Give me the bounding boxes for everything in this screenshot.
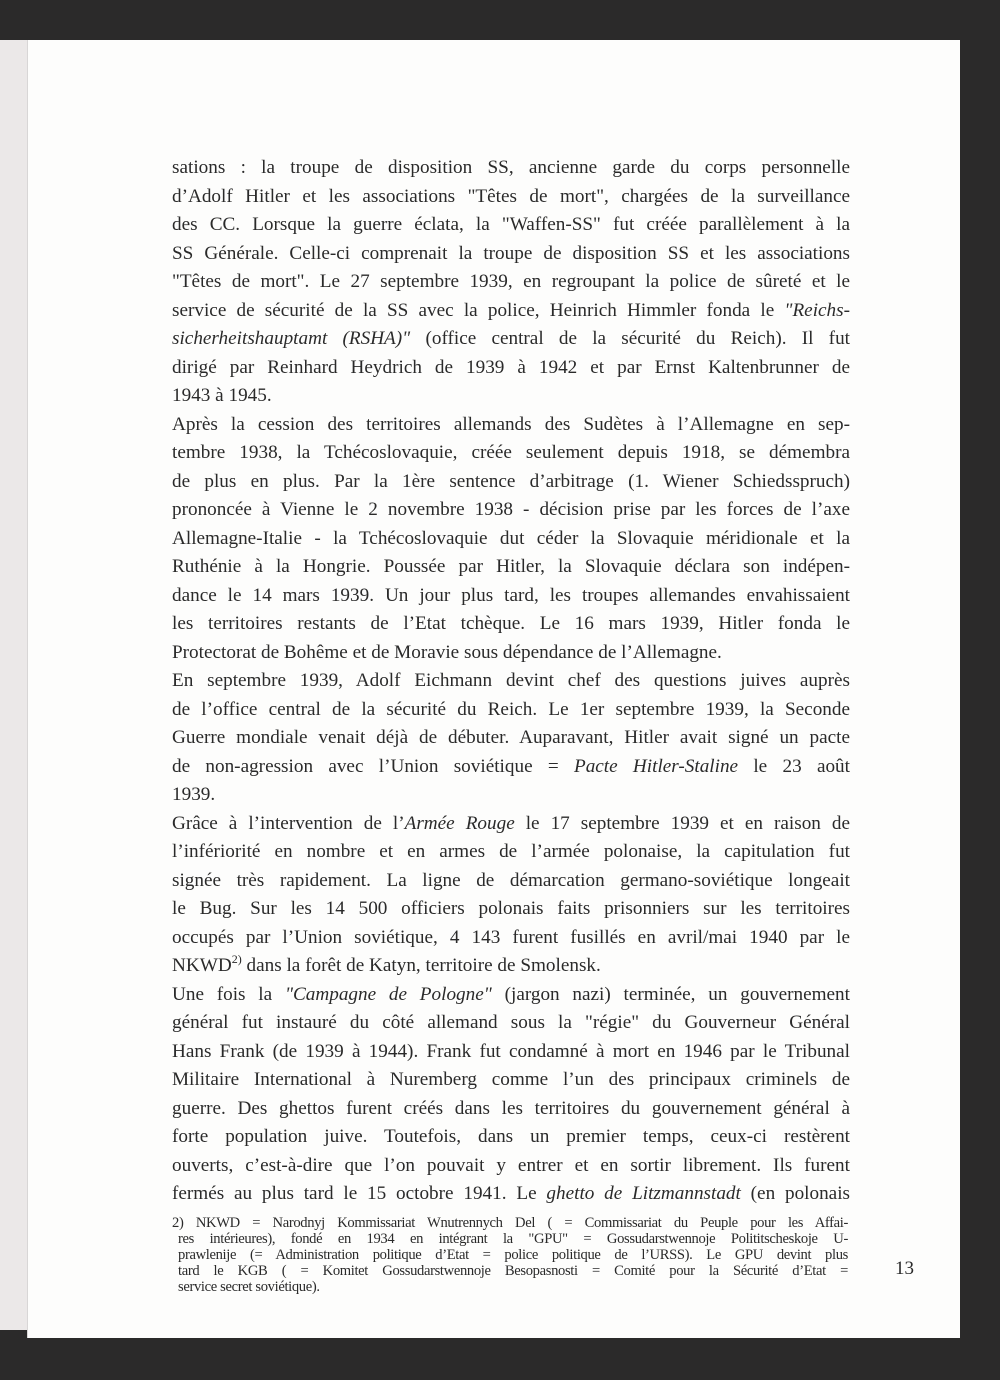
- italic-text: Armée Rouge: [404, 812, 515, 834]
- text-segment: En septembre 1939, Adolf Eichmann devint chef des questions juives auprès: [172, 670, 850, 691]
- text-segment: Allemagne-Italie - la Tchécoslovaquie dut céder la Slovaquie méridionale et la: [172, 527, 850, 549]
- text-line: [172, 1066, 850, 1095]
- footnote-line: tard le KGB ( = Komitet Gossudarstwennoje Besopasnosti = Comité pour la Sécurité d’Etat =: [178, 1263, 848, 1279]
- text-segment: fermés au plus tard le 15 octobre 1941. Le: [172, 1183, 547, 1204]
- text-segment: ouverts, c’est-à-dire que l’on pouvait y entrer et en sortir librement. Ils furent: [172, 1154, 850, 1176]
- body-text: [172, 154, 850, 1209]
- text-segment: service de sécurité de la SS avec la police, Heinrich Himmler fonda le: [172, 299, 785, 321]
- paragraph: [172, 667, 850, 810]
- text-line: [172, 1038, 850, 1067]
- text-segment: de l’office central de la sécurité du Reich. Le 1er septembre 1939, la Seconde: [172, 698, 850, 720]
- italic-text: "Campagne de Pologne": [284, 983, 492, 1005]
- text-segment: le 23 août: [738, 755, 850, 777]
- text-line: [172, 297, 850, 326]
- text-segment: des CC. Lorsque la guerre éclata, la "Waffen-SS" fut créée parallèlement à la: [172, 214, 850, 235]
- footnote-line: service secret soviétique).: [178, 1279, 320, 1295]
- paragraph: [172, 411, 850, 668]
- facing-page-edge: [0, 40, 27, 1330]
- text-line: [172, 354, 850, 383]
- text-line: [172, 439, 850, 468]
- text-segment: dance le 14 mars 1939. Un jour plus tard, les troupes allemandes envahissaient: [172, 584, 850, 606]
- footnote-line: 2) NKWD = Narodnyj Kommissariat Wnutrennych Del ( = Commissariat du Peuple pour les Affai-: [172, 1215, 848, 1231]
- text-line: [172, 753, 850, 782]
- text-segment: Grâce à l’intervention de l’: [172, 812, 405, 834]
- page-number: 13: [895, 1258, 914, 1279]
- text-line: [172, 610, 850, 639]
- text-line: [172, 781, 850, 810]
- text-line: [172, 553, 850, 582]
- text-line: [172, 154, 850, 183]
- text-line: [172, 468, 850, 497]
- text-line: [172, 1095, 850, 1124]
- text-segment: SS Générale. Celle-ci comprenait la troupe de disposition SS et les associations: [172, 242, 850, 264]
- text-line: [172, 724, 850, 753]
- footnote-line: res intérieures), fondé en 1934 en intégrant la "GPU" = Gossudarstwennoje Polititscheskoje U-: [178, 1231, 848, 1247]
- text-segment: Militaire International à Nuremberg comme l’un des principaux criminels de: [172, 1069, 850, 1090]
- text-line: [172, 496, 850, 525]
- text-line: [172, 525, 850, 554]
- text-segment: l’infériorité en nombre et en armes de l’armée polonaise, la capitulation fut: [172, 841, 850, 862]
- text-segment: dans la forêt de Katyn, territoire de Smolensk.: [241, 955, 601, 976]
- text-segment: Ruthénie à la Hongrie. Poussée par Hitler, la Slovaquie déclara son indépen-: [172, 556, 850, 577]
- text-segment: de plus en plus. Par la 1ère sentence d’arbitrage (1. Wiener Schiedsspruch): [172, 470, 850, 492]
- text-segment: forte population juive. Toutefois, dans un premier temps, ceux-ci restèrent: [172, 1126, 850, 1147]
- text-line: [172, 924, 850, 953]
- italic-text: Pacte Hitler-Staline: [573, 755, 739, 777]
- text-line: [172, 952, 850, 981]
- text-segment: de non-agression avec l’Union soviétique =: [172, 755, 574, 777]
- text-segment: dirigé par Reinhard Heydrich de 1939 à 1942 et par Ernst Kaltenbrunner de: [172, 356, 850, 378]
- text-line: [172, 240, 850, 269]
- text-line: [172, 1180, 850, 1209]
- text-segment: occupés par l’Union soviétique, 4 143 furent fusillés en avril/mai 1940 par le: [172, 926, 850, 948]
- text-line: [172, 639, 850, 668]
- footnote-reference: 2): [231, 952, 242, 966]
- text-line: [172, 1009, 850, 1038]
- text-segment: (office central de la sécurité du Reich). Il fut: [410, 328, 851, 349]
- text-line: [172, 810, 850, 839]
- italic-text: ghetto de Litzmannstadt: [546, 1183, 741, 1204]
- text-segment: général fut instauré du côté allemand sous la "régie" du Gouverneur Général: [172, 1012, 850, 1033]
- text-segment: Après la cession des territoires allemands des Sudètes à l’Allemagne en sep-: [172, 413, 850, 435]
- text-segment: les territoires restants de l’Etat tchèque. Le 16 mars 1939, Hitler fonda le: [172, 613, 850, 634]
- text-segment: Une fois la: [172, 983, 285, 1005]
- footnote-line: prawlenije (= Administration politique d’Etat = police politique de l’URSS). Le GPU devint plus: [178, 1247, 848, 1263]
- text-line: [172, 867, 850, 896]
- text-segment: "Têtes de mort". Le 27 septembre 1939, en regroupant la police de sûreté et le: [172, 271, 850, 292]
- text-line: [172, 211, 850, 240]
- text-segment: (en polonais: [740, 1183, 850, 1204]
- text-segment: guerre. Des ghettos furent créés dans les territoires du gouvernement général à: [172, 1097, 850, 1119]
- text-line: [172, 411, 850, 440]
- text-line: [172, 1152, 850, 1181]
- text-segment: signée très rapidement. La ligne de démarcation germano-soviétique longeait: [172, 869, 850, 891]
- paragraph: [172, 154, 850, 411]
- paragraph: [172, 981, 850, 1209]
- text-line: [172, 325, 850, 354]
- text-line: [172, 838, 850, 867]
- text-line: [172, 183, 850, 212]
- italic-text: sicherheitshauptamt (RSHA)": [172, 328, 411, 349]
- text-segment: le 17 septembre 1939 et en raison de: [514, 812, 850, 834]
- text-line: [172, 382, 850, 411]
- text-segment: Guerre mondiale venait déjà de débuter. Auparavant, Hitler avait signé un pacte: [172, 727, 850, 748]
- text-segment: 1943 à 1945.: [172, 385, 272, 406]
- italic-text: "Reichs-: [784, 299, 850, 321]
- text-segment: sations : la troupe de disposition SS, ancienne garde du corps personnelle: [172, 157, 850, 178]
- text-line: [172, 696, 850, 725]
- text-segment: tembre 1938, la Tchécoslovaquie, créée seulement depuis 1918, se démembra: [172, 442, 850, 463]
- text-line: [172, 582, 850, 611]
- text-segment: prononcée à Vienne le 2 novembre 1938 - décision prise par les forces de l’axe: [172, 499, 850, 520]
- text-segment: Hans Frank (de 1939 à 1944). Frank fut condamné à mort en 1946 par le Tribunal: [172, 1040, 850, 1062]
- footnote: [172, 1215, 848, 1295]
- text-segment: (jargon nazi) terminée, un gouvernement: [491, 983, 850, 1005]
- text-line: [172, 268, 850, 297]
- text-line: [172, 667, 850, 696]
- text-line: [172, 1123, 850, 1152]
- text-segment: d’Adolf Hitler et les associations "Têtes de mort", chargées de la surveillance: [172, 185, 850, 207]
- text-line: [172, 981, 850, 1010]
- text-line: [172, 895, 850, 924]
- text-segment: NKWD: [172, 955, 232, 976]
- paragraph: [172, 810, 850, 981]
- text-segment: le Bug. Sur les 14 500 officiers polonais faits prisonniers sur les territoires: [172, 898, 850, 919]
- text-segment: 1939.: [172, 784, 216, 805]
- text-segment: Protectorat de Bohême et de Moravie sous dépendance de l’Allemagne.: [172, 641, 722, 663]
